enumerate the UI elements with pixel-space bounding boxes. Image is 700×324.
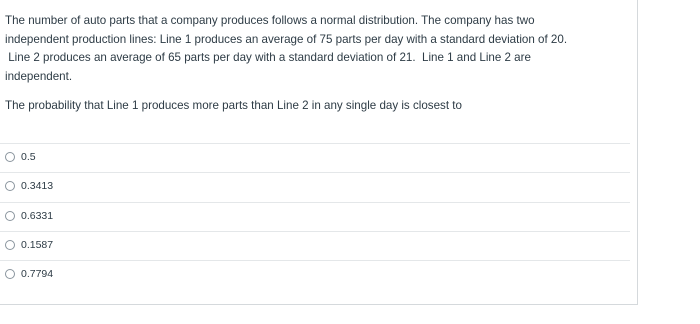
radio-button-icon[interactable] <box>5 211 15 221</box>
answer-label[interactable]: 0.7794 <box>21 268 54 281</box>
radio-button-icon[interactable] <box>5 152 15 162</box>
answer-label[interactable]: 0.5 <box>21 151 36 163</box>
answer-option[interactable] <box>0 143 630 172</box>
question-line: independent production lines: Line 1 produces an average of 75 parts per day with a standard deviation of 20. <box>5 32 568 46</box>
question-line: The number of auto parts that a company produces follows a normal distribution. The company has two <box>5 14 535 27</box>
answer-option[interactable] <box>0 172 630 201</box>
answer-label[interactable]: 0.6331 <box>21 209 54 222</box>
radio-button-icon[interactable] <box>5 181 15 191</box>
question-line: independent. <box>5 69 73 83</box>
radio-button-icon[interactable] <box>5 269 15 279</box>
question-line: Line 2 produces an average of 65 parts per day with a standard deviation of 21. Line 1 and Line 2 are <box>5 51 531 64</box>
answer-option[interactable] <box>0 260 630 289</box>
radio-button-icon[interactable] <box>5 240 15 250</box>
answer-label[interactable]: 0.3413 <box>21 180 54 193</box>
question-text <box>5 12 625 86</box>
answer-list <box>0 143 630 289</box>
question-prompt: The probability that Line 1 produces more parts than Line 2 in any single day is closest to <box>5 99 462 112</box>
answer-option[interactable] <box>0 231 630 260</box>
answer-option[interactable] <box>0 202 630 231</box>
answer-label[interactable]: 0.1587 <box>21 238 54 251</box>
